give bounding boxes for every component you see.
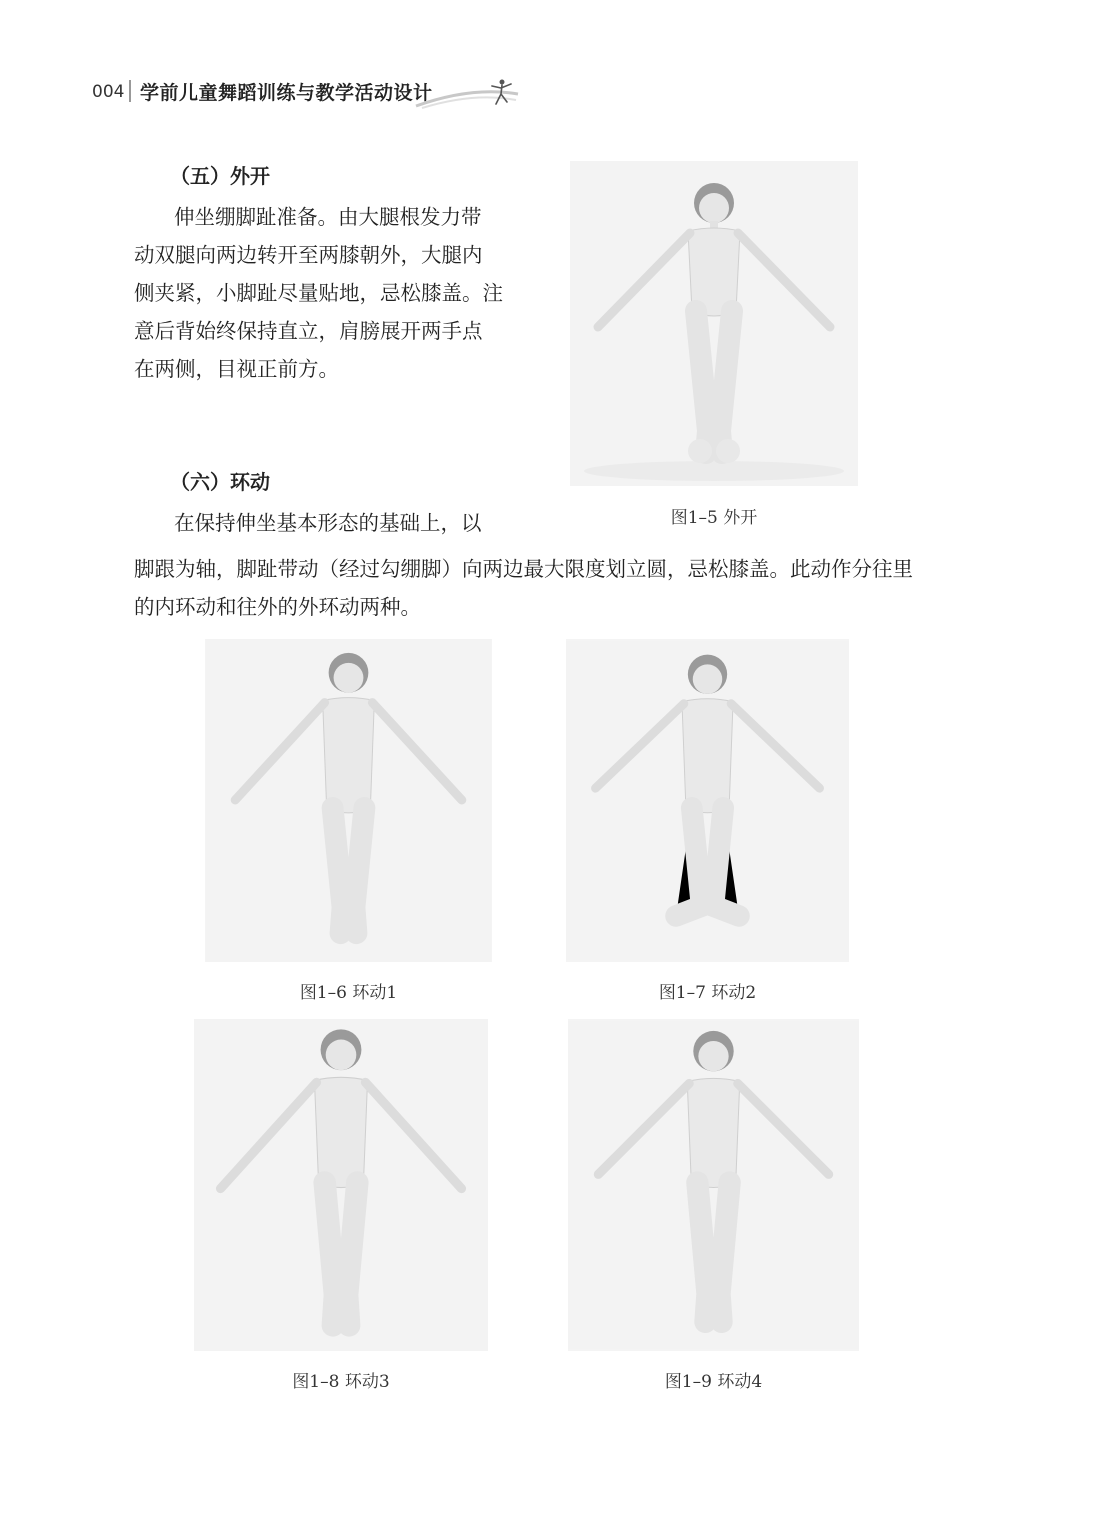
paragraph-line: 在保持伸坐基本形态的基础上，以 [174,511,482,535]
figure-1-6-caption: 图1–6 环动1 [299,983,398,1003]
figure-1-8-photo [194,1019,488,1351]
paragraph-line: 的内环动和往外的外环动两种。 [134,595,421,619]
figure-1-9-caption: 图1–9 环动4 [664,1372,763,1392]
figure-1-5-photo [570,161,858,486]
figure-1-6-photo [205,639,492,962]
dancer-icon [488,78,514,106]
figure-1-7-caption: 图1–7 环动2 [658,983,757,1003]
book-title: 学前儿童舞蹈训练与教学活动设计 [140,82,433,104]
dancer-photo-illustration [205,639,492,962]
paragraph-line: 在两侧，目视正前方。 [134,357,339,381]
figure-1-8-caption: 图1–8 环动3 [292,1372,390,1392]
paragraph-line: 脚跟为轴，脚趾带动（经过勾绷脚）向两边最大限度划立圆，忌松膝盖。此动作分往里 [134,557,913,581]
dancer-photo-illustration [568,1019,859,1351]
page-number: 004 [92,82,125,102]
running-header [92,76,512,112]
paragraph-line: 侧夹紧，小脚趾尽量贴地，忌松膝盖。注 [134,281,503,305]
section-waikai-paragraph [134,198,503,388]
paragraph-line: 动双腿向两边转开至两膝朝外，大腿内 [134,243,483,267]
dancer-photo-illustration [566,639,849,962]
figure-1-9-photo [568,1019,859,1351]
section-heading-huandong: （六）环动 [170,470,270,494]
header-divider [129,80,131,102]
paragraph-line: 意后背始终保持直立，肩膀展开两手点 [134,319,483,343]
dancer-photo-illustration [570,161,858,486]
section-heading-waikai: （五）外开 [170,164,270,188]
figure-1-5-caption: 图1–5 外开 [670,508,758,528]
figure-1-7-photo [566,639,849,962]
paragraph-line: 伸坐绷脚趾准备。由大腿根发力带 [174,205,482,229]
dancer-photo-illustration [194,1019,488,1351]
